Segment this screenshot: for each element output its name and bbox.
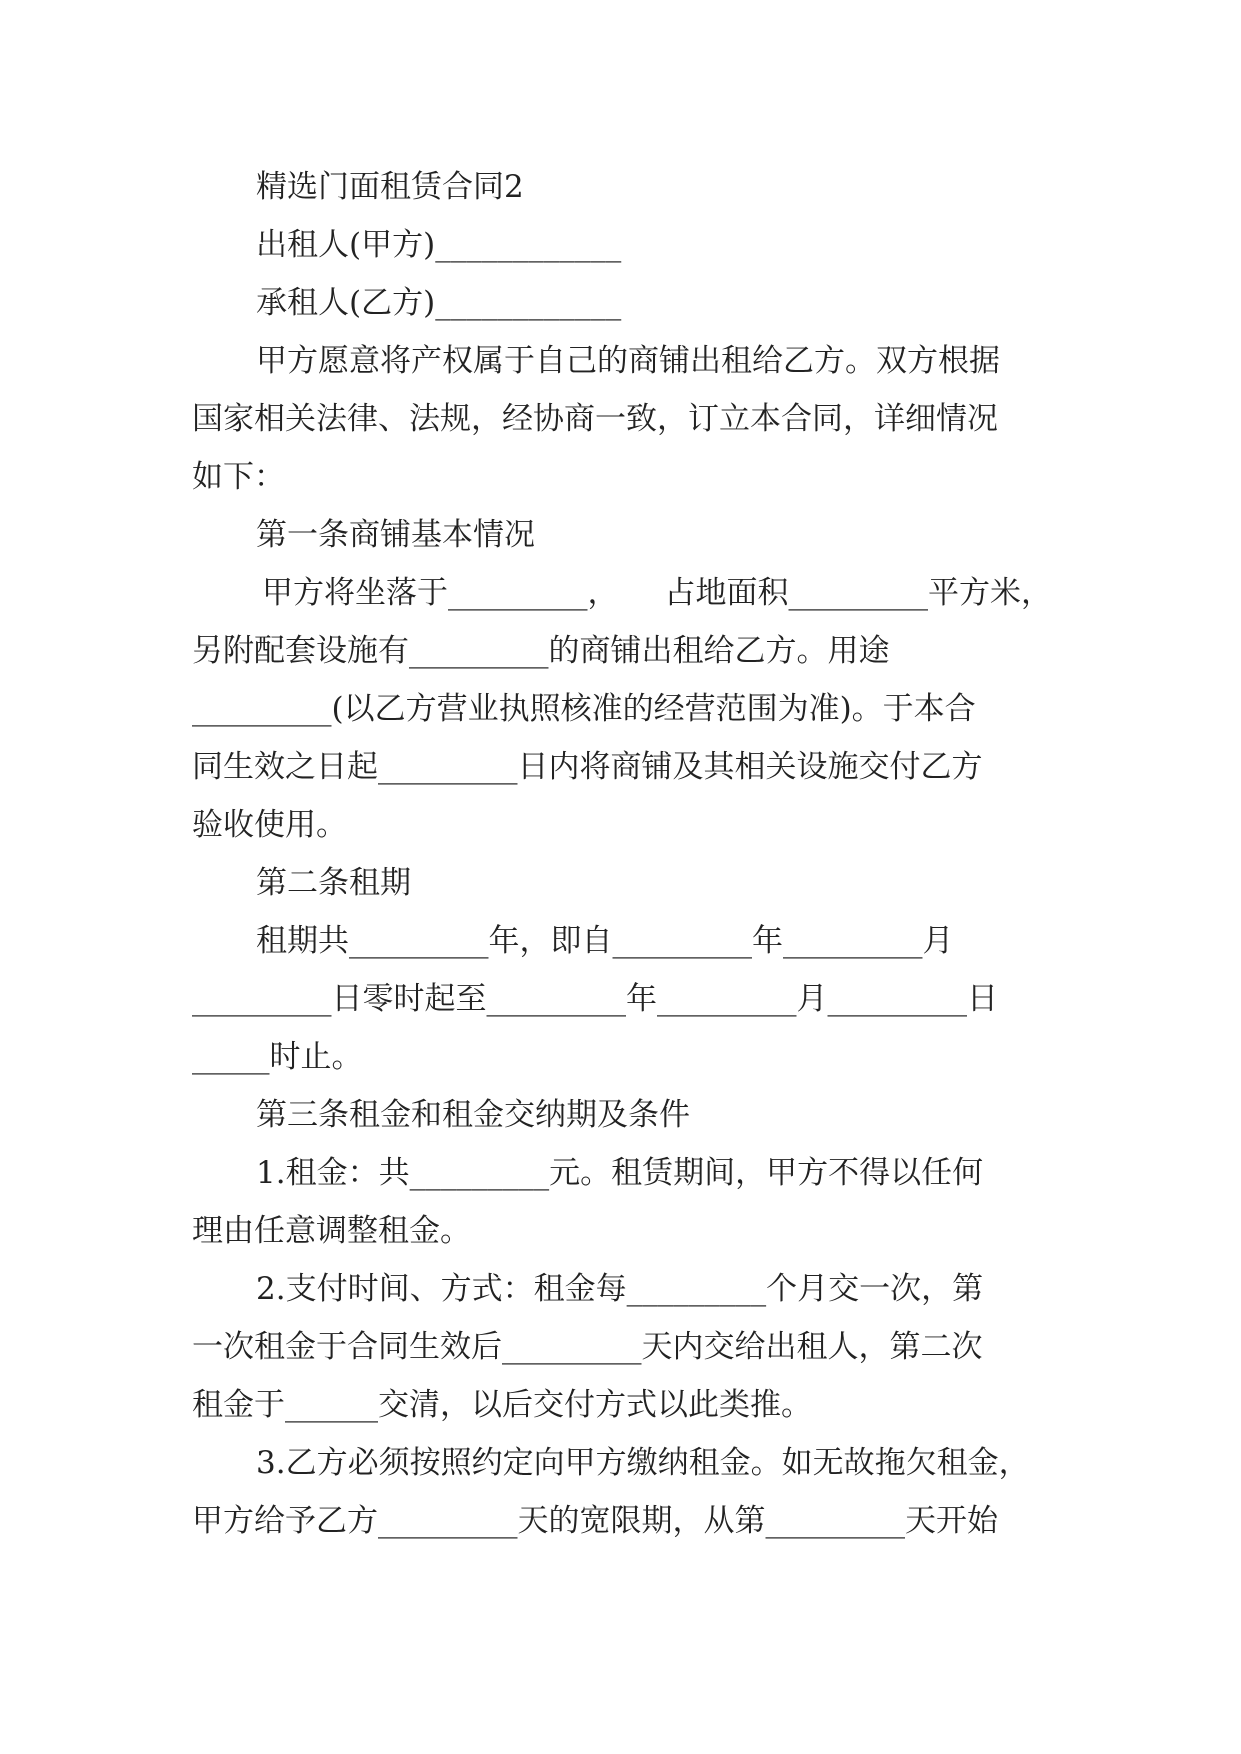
article2-line-2: _________日零时起至_________年_________月_________日	[192, 981, 998, 1017]
intro-line-2: 国家相关法律、法规，经协商一致，订立本合同，详细情况	[192, 401, 998, 437]
article3-heading: 第三条租金和租金交纳期及条件	[256, 1097, 690, 1133]
article3-item-1-line-1: 1.租金：共_________元。租赁期间，甲方不得以任何	[256, 1155, 984, 1191]
article1-line-4: 同生效之日起_________日内将商铺及其相关设施交付乙方	[192, 749, 983, 785]
article3-item-2-line-3: 租金于______交清，以后交付方式以此类推。	[192, 1387, 812, 1423]
article3-item-2-line-2: 一次租金于合同生效后_________天内交给出租人，第二次	[192, 1329, 983, 1365]
lessee-line: 承租人(乙方)____________	[256, 285, 622, 321]
article1-line-1-part-1: 甲方将坐落于_________，	[262, 575, 619, 611]
article1-line-3: _________(以乙方营业执照核准的经营范围为准)。于本合	[192, 691, 976, 727]
lessor-line: 出租人(甲方)____________	[256, 227, 622, 263]
article3-item-1-line-2: 理由任意调整租金。	[192, 1213, 471, 1249]
article1-line-1-part-2: 占地面积_________平方米，	[664, 575, 1052, 611]
intro-line-1: 甲方愿意将产权属于自己的商铺出租给乙方。双方根据	[256, 343, 1000, 379]
document-title: 精选门面租赁合同2	[256, 169, 524, 205]
article3-item-2-line-1: 2.支付时间、方式：租金每_________个月交一次，第	[256, 1271, 984, 1307]
article3-item-3-line-2: 甲方给予乙方_________天的宽限期，从第_________天开始	[192, 1503, 998, 1539]
intro-line-3: 如下：	[192, 459, 285, 495]
document-body	[192, 158, 1052, 1550]
article3-item-3-line-1: 3.乙方必须按照约定向甲方缴纳租金。如无故拖欠租金，	[256, 1445, 1030, 1481]
article1-line-5: 验收使用。	[192, 807, 347, 843]
article1-line-1	[192, 564, 1052, 622]
article1-heading: 第一条商铺基本情况	[256, 517, 535, 553]
article2-line-1: 租期共_________年，即自_________年_________月	[256, 923, 954, 959]
article2-line-3: _____时止。	[192, 1039, 363, 1075]
article2-heading: 第二条租期	[256, 865, 411, 901]
article1-line-2: 另附配套设施有_________的商铺出租给乙方。用途	[192, 633, 890, 669]
